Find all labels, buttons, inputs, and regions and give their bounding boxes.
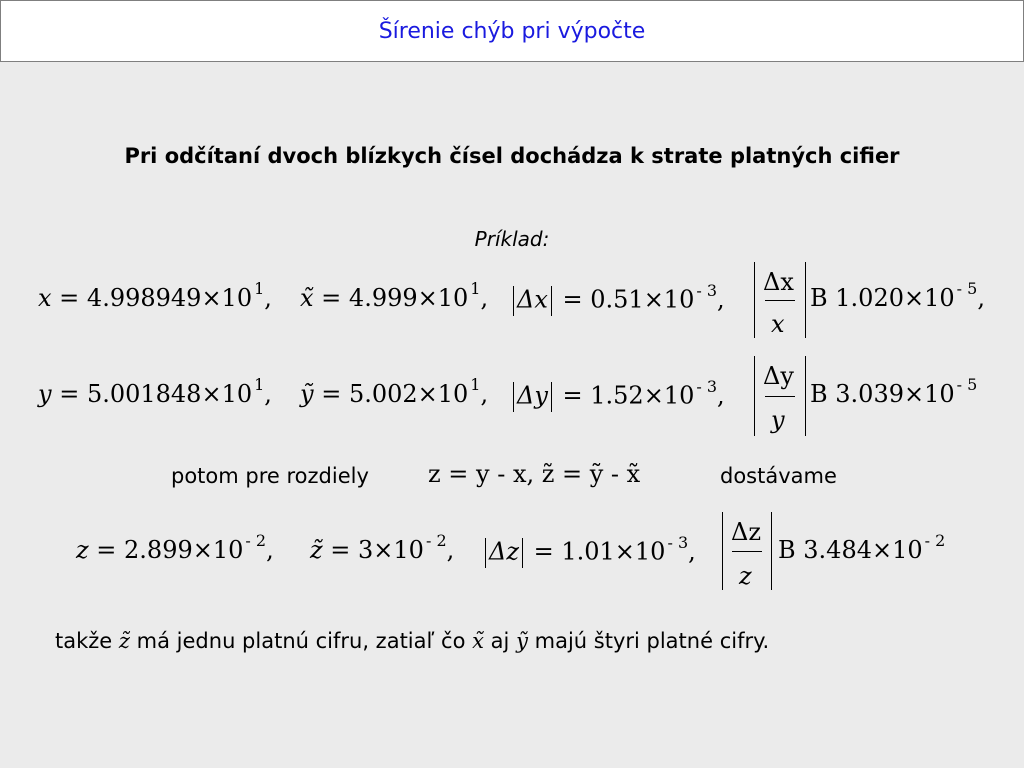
x-rel-num: Δx	[763, 268, 794, 296]
z-approx-exp: - 2	[425, 531, 447, 550]
z-rel-exp: - 2	[924, 531, 946, 550]
row-y-abs-err: Δy = 1.52×10 $^{- 3}$,	[510, 382, 725, 412]
y-rel-value: 3.039×10	[835, 380, 955, 408]
x-approx-value: 4.999×10	[348, 284, 469, 312]
slide-title: Šírenie chýb pri výpočte	[378, 18, 646, 44]
x-rel-sym: B	[810, 284, 828, 312]
x-rel-exp: - 5	[956, 279, 978, 298]
conclusion-var-x: x̃	[472, 629, 484, 653]
conclusion-text-1: takže	[55, 629, 113, 653]
z-abs-err-value: 1.01×10	[561, 537, 666, 566]
row-y-value: y = 5.001848×10 $^1$,	[38, 375, 272, 408]
y-approx-exp: 1	[470, 375, 481, 394]
y-rel-exp: - 5	[956, 375, 978, 394]
var-y-approx: ỹ	[300, 380, 314, 408]
middle-text-2: dostávame	[720, 464, 837, 488]
conclusion-text-2: má jednu platnú cifru, zatiaľ čo	[136, 629, 466, 653]
z-approx-value: 3×10	[358, 536, 424, 564]
conclusion-text-4: majú štyri platné cifry.	[534, 629, 770, 653]
z-rel-sym: B	[778, 536, 796, 564]
z-rel-fraction	[722, 512, 772, 590]
x-abs-err-var: Δx	[517, 285, 548, 314]
y-exp: 1	[254, 375, 265, 394]
middle-text-1: potom pre rozdiely	[171, 464, 369, 488]
y-abs-err-exp: - 3	[696, 376, 718, 396]
row-z-abs-err: Δz = 1.01×10 $^{- 3}$,	[482, 538, 696, 568]
y-abs-err-var: Δy	[517, 381, 548, 410]
x-abs-err-value: 0.51×10	[590, 285, 695, 314]
z-abs-err-exp: - 3	[667, 532, 689, 552]
row-x-rel-value: B 1.020×10 $^{- 5}$,	[810, 279, 985, 312]
z-rel-value: 3.484×10	[803, 536, 923, 564]
y-rel-den: y	[771, 406, 785, 434]
conclusion-var-z: z̃	[118, 629, 130, 653]
y-abs-err-value: 1.52×10	[590, 381, 695, 410]
subtitle: Pri odčítaní dvoch blízkych čísel dochádza k strate platných cifier	[124, 144, 900, 168]
row-x-approx: x̃ = 4.999×10 $^1$,	[300, 279, 489, 312]
slide-header	[0, 0, 1024, 62]
y-rel-num: Δy	[763, 362, 794, 390]
z-exp: - 2	[245, 531, 267, 550]
row-z-approx: z̃ = 3×10 $^{- 2}$,	[310, 531, 455, 564]
x-exp: 1	[254, 279, 265, 298]
y-rel-fraction	[754, 356, 806, 436]
x-abs-err-exp: - 3	[696, 280, 718, 300]
x-rel-value: 1.020×10	[835, 284, 955, 312]
x-rel-den: x	[771, 310, 785, 338]
y-rel-sym: B	[810, 380, 828, 408]
row-z-value: z = 2.899×10 $^{- 2}$,	[76, 531, 274, 564]
var-z: z	[76, 536, 89, 564]
middle-formula: z = y - x, z̃ = ỹ - x̃	[428, 460, 641, 488]
row-x-abs-err: Δx = 0.51×10 $^{- 3}$,	[510, 286, 725, 316]
z-value: 2.899×10	[124, 536, 244, 564]
x-rel-fraction	[754, 262, 806, 338]
row-y-rel-value	[810, 375, 978, 408]
conclusion-var-y: ỹ	[516, 629, 528, 653]
z-rel-num: Δz	[731, 518, 761, 546]
row-x-value: x = 4.998949×10 $^1$,	[38, 279, 272, 312]
conclusion-line	[55, 629, 769, 653]
y-value: 5.001848×10	[86, 380, 253, 408]
x-approx-exp: 1	[470, 279, 481, 298]
var-x: x	[38, 284, 52, 312]
row-z-rel-value	[778, 531, 946, 564]
example-label: Príklad:	[474, 227, 550, 251]
var-z-approx: z̃	[310, 536, 323, 564]
var-x-approx: x̃	[300, 284, 314, 312]
x-value: 4.998949×10	[86, 284, 253, 312]
z-rel-den: z	[739, 562, 752, 590]
row-y-approx: ỹ = 5.002×10 $^1$,	[300, 375, 489, 408]
conclusion-text-3: aj	[490, 629, 510, 653]
z-abs-err-var: Δz	[489, 537, 519, 566]
y-approx-value: 5.002×10	[348, 380, 469, 408]
var-y: y	[38, 380, 52, 408]
